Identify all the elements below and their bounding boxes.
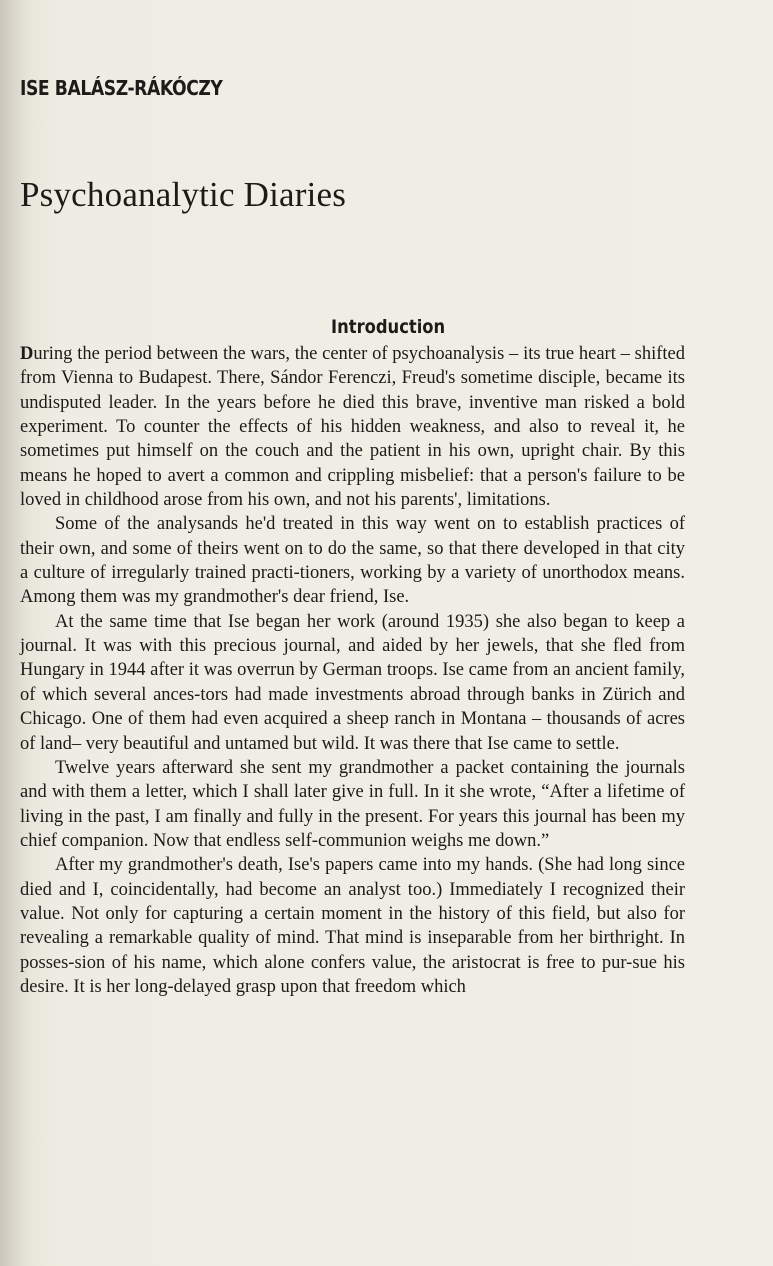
- paragraph-4: Twelve years afterward she sent my grandmother a packet containing the journals and with them a letter, which I shall later give in full. In it she wrote, “After a lifetime of living in the past, I am finally and fully in the present. For years this journal has been my chief companion. Now that endless self-communion weighs me down.”: [20, 757, 685, 851]
- body-text: [20, 342, 685, 999]
- paragraph-1-text: uring the period between the wars, the center of psychoanalysis – its true heart – shifted from Vienna to Budapest. There, Sándor Ferenczi, Freud's sometime disciple, became its undisputed leader. In the years before he died this brave, inventive man risked a bold experiment. To counter the effects of his hidden weakness, and also to reveal it, he sometimes put himself on the couch and the patient in his own, upright chair. By this means he hoped to avert a common and crippling misbelief: that a person's failure to be loved in childhood arose from his own, and not his parents', limitations.: [20, 344, 685, 511]
- chapter-title: Psychoanalytic Diaries: [20, 175, 347, 214]
- paragraph-2: Some of the analysands he'd treated in this way went on to establish practices of their own, and some of theirs went on to do the same, so that there developed in that city a culture of irregularly trained practi-tioners, working by a variety of unorthodox means. Among them was my grandmother's dear friend, Ise.: [20, 514, 685, 608]
- drop-cap: D: [20, 344, 34, 364]
- paragraph-3: At the same time that Ise began her work (around 1935) she also began to keep a journal. It was with this precious journal, and aided by her jewels, that she fled from Hungary in 1944 after it was overrun by German troops. Ise came from an ancient family, of which several ances-tors had made investments abroad through banks in Zürich and Chicago. One of them had even acquired a sheep ranch in Montana – thousands of acres of land– very beautiful and untamed but wild. It was there that Ise came to settle.: [20, 611, 685, 754]
- section-heading: Introduction: [331, 316, 446, 338]
- author-name: ISE BALÁSZ-RÁKÓCZY: [20, 76, 223, 100]
- paragraph-5: After my grandmother's death, Ise's papers came into my hands. (She had long since died and I, coincidentally, had become an analyst too.) Immediately I recognized their value. Not only for capturing a certain moment in the history of this field, but also for revealing a remarkable quality of mind. That mind is inseparable from her birthright. In posses-sion of his name, which alone confers value, the aristocrat is free to pur-sue his desire. It is her long-delayed grasp upon that freedom which: [20, 855, 685, 997]
- paragraph-1: [20, 342, 685, 512]
